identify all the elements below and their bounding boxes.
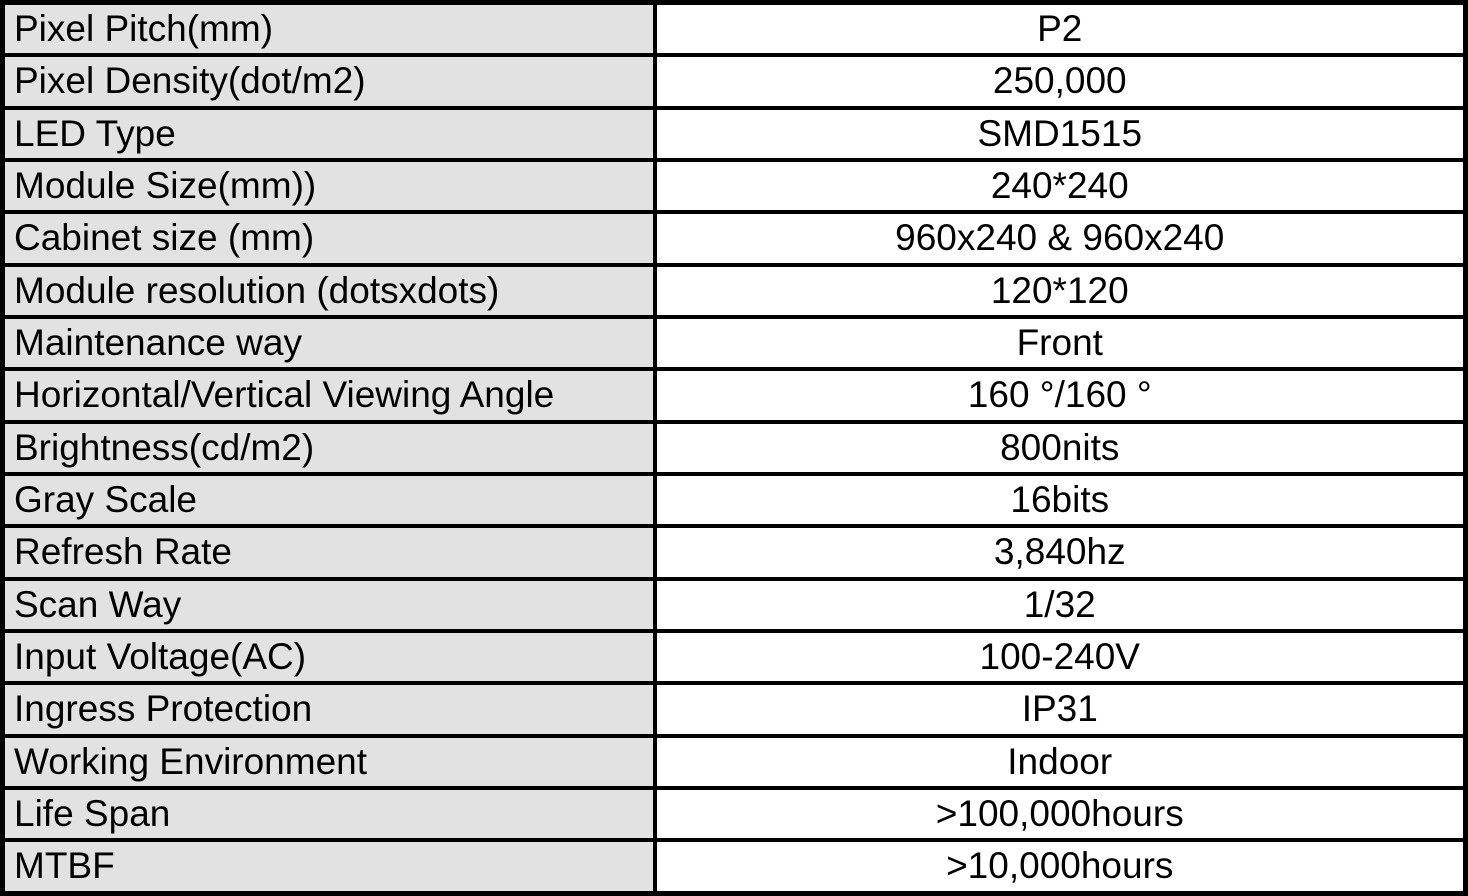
spec-value-cell: 16bits xyxy=(655,474,1466,526)
spec-label-cell: Working Environment xyxy=(3,736,655,788)
spec-label-cell: Pixel Density(dot/m2) xyxy=(3,55,655,107)
spec-value-cell: 960x240 & 960x240 xyxy=(655,212,1466,264)
spec-label-cell: Life Span xyxy=(3,788,655,840)
table-row xyxy=(3,474,1466,526)
spec-value-cell: 100-240V xyxy=(655,631,1466,683)
table-row xyxy=(3,160,1466,212)
spec-value-cell: 250,000 xyxy=(655,55,1466,107)
spec-value-cell: 800nits xyxy=(655,422,1466,474)
spec-value-cell: P2 xyxy=(655,3,1466,56)
spec-value-cell: 160 °/160 ° xyxy=(655,369,1466,421)
spec-label-cell: Brightness(cd/m2) xyxy=(3,422,655,474)
spec-table-body xyxy=(3,3,1466,894)
spec-label-cell: Gray Scale xyxy=(3,474,655,526)
table-row xyxy=(3,55,1466,107)
spec-value-cell: Indoor xyxy=(655,736,1466,788)
spec-label-cell: Refresh Rate xyxy=(3,526,655,578)
table-row xyxy=(3,317,1466,369)
table-row xyxy=(3,788,1466,840)
spec-value-cell: 3,840hz xyxy=(655,526,1466,578)
spec-label-cell: MTBF xyxy=(3,840,655,893)
spec-value-cell: Front xyxy=(655,317,1466,369)
spec-value-cell: >10,000hours xyxy=(655,840,1466,893)
spec-value-cell: IP31 xyxy=(655,683,1466,735)
table-row xyxy=(3,840,1466,893)
spec-value-cell: 1/32 xyxy=(655,579,1466,631)
table-row xyxy=(3,526,1466,578)
spec-label-cell: Maintenance way xyxy=(3,317,655,369)
table-row xyxy=(3,265,1466,317)
table-row xyxy=(3,579,1466,631)
table-row xyxy=(3,736,1466,788)
spec-value-cell: >100,000hours xyxy=(655,788,1466,840)
spec-label-cell: Cabinet size (mm) xyxy=(3,212,655,264)
table-row xyxy=(3,683,1466,735)
table-row xyxy=(3,3,1466,56)
table-row xyxy=(3,108,1466,160)
table-row xyxy=(3,422,1466,474)
spec-label-cell: Ingress Protection xyxy=(3,683,655,735)
spec-label-cell: Module Size(mm)) xyxy=(3,160,655,212)
table-row xyxy=(3,369,1466,421)
spec-label-cell: Input Voltage(AC) xyxy=(3,631,655,683)
table-row xyxy=(3,212,1466,264)
spec-label-cell: LED Type xyxy=(3,108,655,160)
spec-label-cell: Pixel Pitch(mm) xyxy=(3,3,655,56)
spec-label-cell: Horizontal/Vertical Viewing Angle xyxy=(3,369,655,421)
spec-value-cell: SMD1515 xyxy=(655,108,1466,160)
table-row xyxy=(3,631,1466,683)
spec-value-cell: 120*120 xyxy=(655,265,1466,317)
spec-label-cell: Module resolution (dotsxdots) xyxy=(3,265,655,317)
spec-label-cell: Scan Way xyxy=(3,579,655,631)
spec-value-cell: 240*240 xyxy=(655,160,1466,212)
